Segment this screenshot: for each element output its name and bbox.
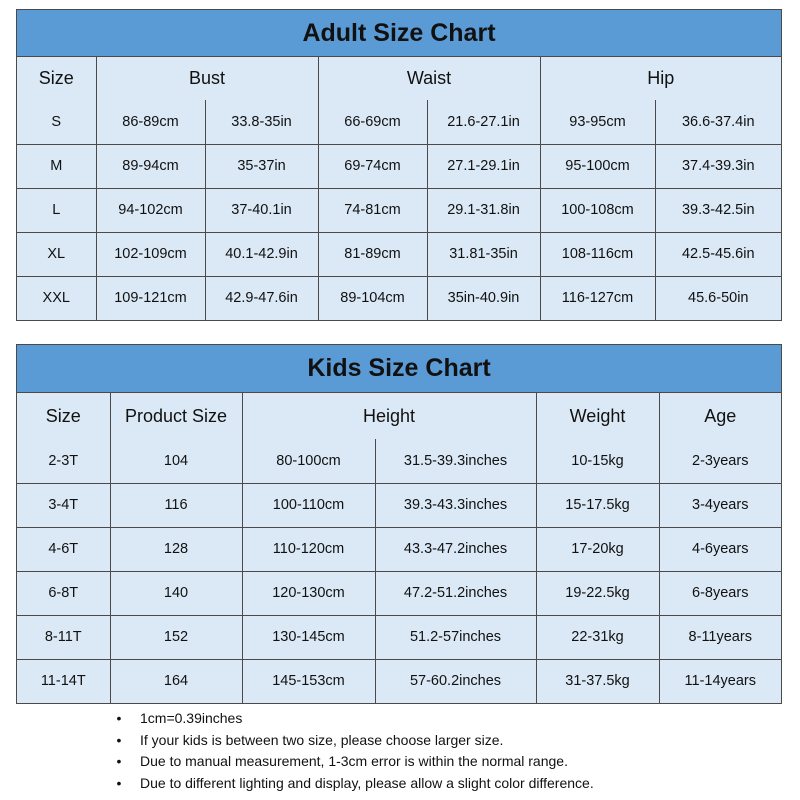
hip-cm-cell: 93-95cm xyxy=(540,100,655,144)
kids-table-row xyxy=(17,527,781,571)
adult-header-bust: Bust xyxy=(96,57,318,100)
waist-cm-cell: 69-74cm xyxy=(318,144,427,188)
bust-cm-cell: 89-94cm xyxy=(96,144,205,188)
size-cell: 11-14T xyxy=(17,659,110,703)
kids-header-size: Size xyxy=(17,393,110,439)
hip-cm-cell: 95-100cm xyxy=(540,144,655,188)
height-in-cell: 51.2-57inches xyxy=(375,615,536,659)
kids-table-row xyxy=(17,439,781,483)
height-in-cell: 47.2-51.2inches xyxy=(375,571,536,615)
product-size-cell: 116 xyxy=(110,483,242,527)
adult-size-table xyxy=(17,57,781,320)
waist-cm-cell: 81-89cm xyxy=(318,232,427,276)
kids-header-age: Age xyxy=(659,393,781,439)
product-size-cell: 128 xyxy=(110,527,242,571)
bust-cm-cell: 86-89cm xyxy=(96,100,205,144)
size-cell: 8-11T xyxy=(17,615,110,659)
adult-chart-title: Adult Size Chart xyxy=(17,10,781,57)
hip-cm-cell: 108-116cm xyxy=(540,232,655,276)
bust-in-cell: 37-40.1in xyxy=(205,188,318,232)
kids-size-table xyxy=(17,393,781,703)
product-size-cell: 164 xyxy=(110,659,242,703)
age-cell: 2-3years xyxy=(659,439,781,483)
adult-header-hip: Hip xyxy=(540,57,781,100)
note-text: Due to different lighting and display, please allow a slight color difference. xyxy=(140,775,594,792)
age-cell: 8-11years xyxy=(659,615,781,659)
adult-header-row xyxy=(17,57,781,100)
weight-cell: 15-17.5kg xyxy=(536,483,659,527)
size-cell: 2-3T xyxy=(17,439,110,483)
hip-in-cell: 45.6-50in xyxy=(655,276,781,320)
waist-in-cell: 27.1-29.1in xyxy=(427,144,540,188)
adult-table-row xyxy=(17,188,781,232)
weight-cell: 17-20kg xyxy=(536,527,659,571)
bust-in-cell: 35-37in xyxy=(205,144,318,188)
waist-in-cell: 21.6-27.1in xyxy=(427,100,540,144)
hip-in-cell: 39.3-42.5in xyxy=(655,188,781,232)
adult-header-waist: Waist xyxy=(318,57,540,100)
kids-header-weight: Weight xyxy=(536,393,659,439)
height-in-cell: 39.3-43.3inches xyxy=(375,483,536,527)
weight-cell: 22-31kg xyxy=(536,615,659,659)
size-notes-list xyxy=(113,708,594,795)
bullet-icon: • xyxy=(116,753,122,770)
hip-cm-cell: 116-127cm xyxy=(540,276,655,320)
size-cell: 6-8T xyxy=(17,571,110,615)
waist-cm-cell: 66-69cm xyxy=(318,100,427,144)
adult-table-row xyxy=(17,100,781,144)
size-cell: L xyxy=(17,188,96,232)
height-cm-cell: 130-145cm xyxy=(242,615,375,659)
bullet-icon: • xyxy=(116,775,122,792)
waist-in-cell: 29.1-31.8in xyxy=(427,188,540,232)
note-text: If your kids is between two size, please choose larger size. xyxy=(140,731,504,748)
adult-table-row xyxy=(17,232,781,276)
note-item xyxy=(113,730,594,752)
product-size-cell: 104 xyxy=(110,439,242,483)
note-item xyxy=(113,773,594,795)
size-cell: S xyxy=(17,100,96,144)
weight-cell: 19-22.5kg xyxy=(536,571,659,615)
hip-in-cell: 36.6-37.4in xyxy=(655,100,781,144)
kids-size-chart xyxy=(16,344,782,704)
height-cm-cell: 100-110cm xyxy=(242,483,375,527)
height-cm-cell: 110-120cm xyxy=(242,527,375,571)
bust-in-cell: 42.9-47.6in xyxy=(205,276,318,320)
note-item xyxy=(113,708,594,730)
waist-in-cell: 35in-40.9in xyxy=(427,276,540,320)
height-cm-cell: 120-130cm xyxy=(242,571,375,615)
bust-cm-cell: 109-121cm xyxy=(96,276,205,320)
product-size-cell: 140 xyxy=(110,571,242,615)
bullet-icon: • xyxy=(116,731,122,748)
weight-cell: 31-37.5kg xyxy=(536,659,659,703)
bust-in-cell: 40.1-42.9in xyxy=(205,232,318,276)
height-in-cell: 31.5-39.3inches xyxy=(375,439,536,483)
waist-cm-cell: 89-104cm xyxy=(318,276,427,320)
hip-cm-cell: 100-108cm xyxy=(540,188,655,232)
waist-in-cell: 31.81-35in xyxy=(427,232,540,276)
hip-in-cell: 42.5-45.6in xyxy=(655,232,781,276)
size-cell: XXL xyxy=(17,276,96,320)
kids-table-row xyxy=(17,571,781,615)
age-cell: 4-6years xyxy=(659,527,781,571)
weight-cell: 10-15kg xyxy=(536,439,659,483)
bust-in-cell: 33.8-35in xyxy=(205,100,318,144)
size-cell: 3-4T xyxy=(17,483,110,527)
size-cell: XL xyxy=(17,232,96,276)
height-in-cell: 43.3-47.2inches xyxy=(375,527,536,571)
age-cell: 6-8years xyxy=(659,571,781,615)
adult-table-row xyxy=(17,276,781,320)
size-cell: M xyxy=(17,144,96,188)
height-cm-cell: 80-100cm xyxy=(242,439,375,483)
product-size-cell: 152 xyxy=(110,615,242,659)
adult-header-size: Size xyxy=(17,57,96,100)
kids-header-row xyxy=(17,393,781,439)
kids-table-row xyxy=(17,483,781,527)
adult-table-row xyxy=(17,144,781,188)
kids-header-product-size: Product Size xyxy=(110,393,242,439)
height-cm-cell: 145-153cm xyxy=(242,659,375,703)
age-cell: 11-14years xyxy=(659,659,781,703)
kids-table-row xyxy=(17,615,781,659)
note-text: 1cm=0.39inches xyxy=(140,710,243,726)
note-item xyxy=(113,751,594,773)
bullet-icon: • xyxy=(116,710,122,726)
adult-size-chart xyxy=(16,9,782,321)
waist-cm-cell: 74-81cm xyxy=(318,188,427,232)
kids-header-height: Height xyxy=(242,393,536,439)
size-cell: 4-6T xyxy=(17,527,110,571)
kids-chart-title: Kids Size Chart xyxy=(17,345,781,393)
age-cell: 3-4years xyxy=(659,483,781,527)
kids-table-row xyxy=(17,659,781,703)
note-text: Due to manual measurement, 1-3cm error is within the normal range. xyxy=(140,753,568,770)
hip-in-cell: 37.4-39.3in xyxy=(655,144,781,188)
height-in-cell: 57-60.2inches xyxy=(375,659,536,703)
bust-cm-cell: 94-102cm xyxy=(96,188,205,232)
bust-cm-cell: 102-109cm xyxy=(96,232,205,276)
